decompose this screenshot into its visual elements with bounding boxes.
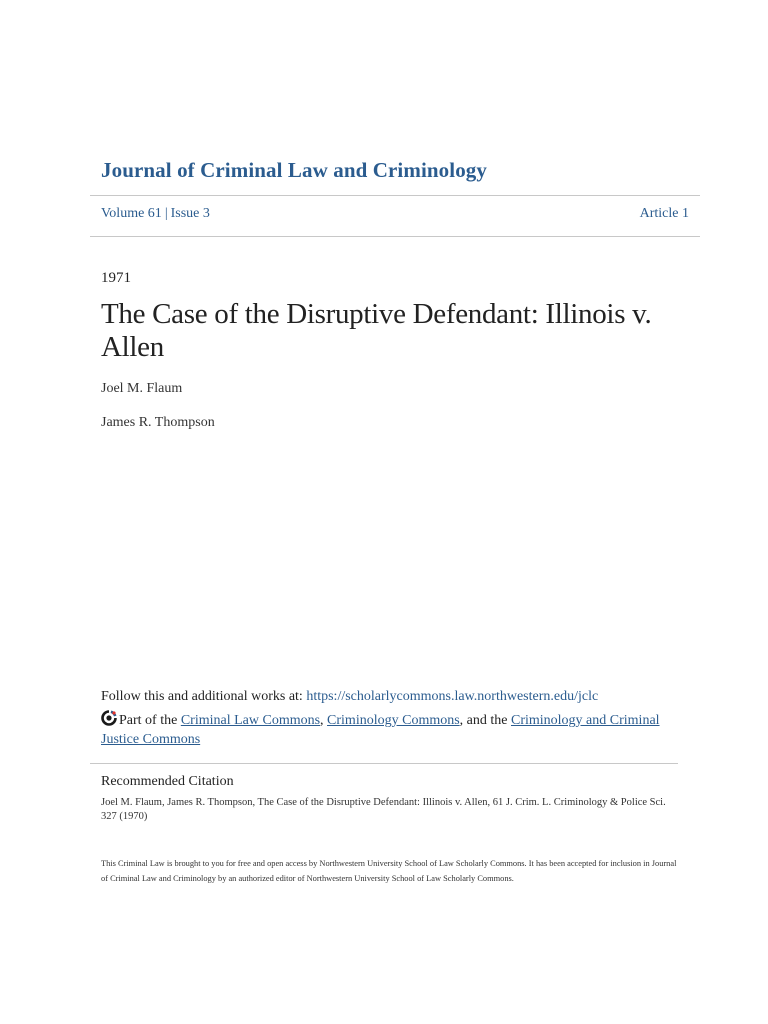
follow-line xyxy=(101,689,598,705)
criminology-criminal-justice-commons-link[interactable]: Criminology and Criminal Justice Commons xyxy=(101,713,660,747)
middle-divider xyxy=(90,236,700,237)
article-title: The Case of the Disruptive Defendant: Illinois v. Allen xyxy=(101,298,652,363)
part-of-separator: , and the xyxy=(459,713,511,728)
part-of-commons xyxy=(101,710,681,749)
author-name: James R. Thompson xyxy=(101,415,215,430)
follow-prefix: Follow this and additional works at: xyxy=(101,689,307,704)
citation-divider xyxy=(90,763,678,764)
top-divider xyxy=(90,195,700,196)
part-of-separator: , xyxy=(320,713,328,728)
article-number-link[interactable]: Article 1 xyxy=(639,206,689,221)
citation-heading: Recommended Citation xyxy=(101,774,234,789)
issue-separator: | xyxy=(164,206,168,221)
network-icon xyxy=(101,710,117,726)
access-note: This Criminal Law is brought to you for free and open access by Northwestern University School of Law Scholarly Commons. It has been accepted for inclusion in Journal of Criminal Law and Criminology by an authorized editor of Northwestern University School of Law Scholarly Commons. xyxy=(101,859,677,883)
publication-year: 1971 xyxy=(101,270,131,286)
criminology-commons-link[interactable]: Criminology Commons xyxy=(327,713,460,728)
part-of-prefix: Part of the xyxy=(119,713,181,728)
volume-link[interactable]: Volume 61 xyxy=(101,206,162,221)
issue-line xyxy=(101,206,210,222)
journal-title-link[interactable]: Journal of Criminal Law and Criminology xyxy=(101,158,488,182)
issue-link[interactable]: Issue 3 xyxy=(170,206,210,221)
author-name: Joel M. Flaum xyxy=(101,381,183,396)
citation-text: Joel M. Flaum, James R. Thompson, The Case of the Disruptive Defendant: Illinois v. Allen, 61 J. Crim. L. Criminology & Police Sci. 327 (1970) xyxy=(101,797,666,822)
repository-url-link[interactable]: https://scholarlycommons.law.northwestern.edu/jclc xyxy=(306,689,599,704)
criminal-law-commons-link[interactable]: Criminal Law Commons xyxy=(180,713,321,728)
